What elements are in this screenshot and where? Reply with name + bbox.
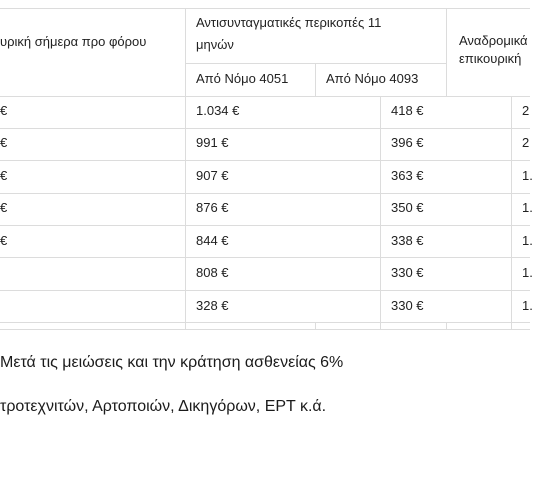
header-retroactive-line2: επικουρική [459, 51, 522, 66]
header-unconstitutional-cuts-line2: μηνών [196, 37, 234, 52]
column-divider [380, 96, 381, 330]
table-top-border [0, 8, 530, 9]
row-divider [0, 193, 530, 194]
header-unconstitutional-cuts-line1: Αντισυνταγματικές περικοπές 11 [196, 15, 382, 30]
column-divider [511, 96, 512, 330]
row-divider [0, 290, 530, 291]
cell-current-pension: € [0, 168, 8, 183]
cell-retroactive: 2 [522, 103, 530, 118]
cell-law-4051: 1.034 € [196, 103, 240, 118]
cell-law-4051: 876 € [196, 200, 229, 215]
cell-law-4093: 363 € [391, 168, 424, 183]
row-divider [0, 225, 530, 226]
footnote-funds-list: τροτεχνιτών, Αρτοποιών, Δικηγόρων, ΕΡΤ κ.ά. [0, 398, 327, 415]
cell-law-4051: 991 € [196, 135, 229, 150]
header-retroactive-line1: Αναδρομικά [459, 33, 528, 48]
row-divider [0, 257, 530, 258]
cell-retroactive: 2 [522, 135, 530, 150]
footnote-after-cuts: Μετά τις μειώσεις και την κράτηση ασθενείας 6% [0, 354, 344, 371]
cell-retroactive: 1. [522, 298, 533, 313]
header-current-pension: υρική σήμερα προ φόρου [0, 34, 147, 49]
cell-law-4093: 330 € [391, 298, 424, 313]
row-divider [0, 160, 530, 161]
cell-law-4093: 330 € [391, 265, 424, 280]
cell-current-pension: € [0, 103, 8, 118]
cell-retroactive: 1. [522, 200, 533, 215]
cell-law-4093: 396 € [391, 135, 424, 150]
column-divider [315, 322, 316, 330]
header-subdivider [185, 63, 447, 64]
cell-current-pension: € [0, 233, 8, 248]
header-law-4051: Από Νόμο 4051 [196, 71, 289, 86]
cell-law-4051: 328 € [196, 298, 229, 313]
column-divider [446, 8, 447, 96]
cell-law-4093: 338 € [391, 233, 424, 248]
table-bottom-border [0, 329, 530, 330]
cell-current-pension: € [0, 200, 8, 215]
cell-retroactive: 1. [522, 168, 533, 183]
header-bottom-border [0, 96, 530, 97]
row-divider [0, 128, 530, 129]
cell-retroactive: 1. [522, 233, 533, 248]
header-law-4093: Από Νόμο 4093 [326, 71, 419, 86]
cell-law-4093: 418 € [391, 103, 424, 118]
column-divider [315, 63, 316, 96]
cell-law-4051: 808 € [196, 265, 229, 280]
column-divider [185, 8, 186, 330]
cell-retroactive: 1. [522, 265, 533, 280]
row-divider [0, 322, 530, 323]
column-divider [446, 322, 447, 330]
cell-current-pension: € [0, 135, 8, 150]
cell-law-4051: 907 € [196, 168, 229, 183]
cell-law-4051: 844 € [196, 233, 229, 248]
cell-law-4093: 350 € [391, 200, 424, 215]
